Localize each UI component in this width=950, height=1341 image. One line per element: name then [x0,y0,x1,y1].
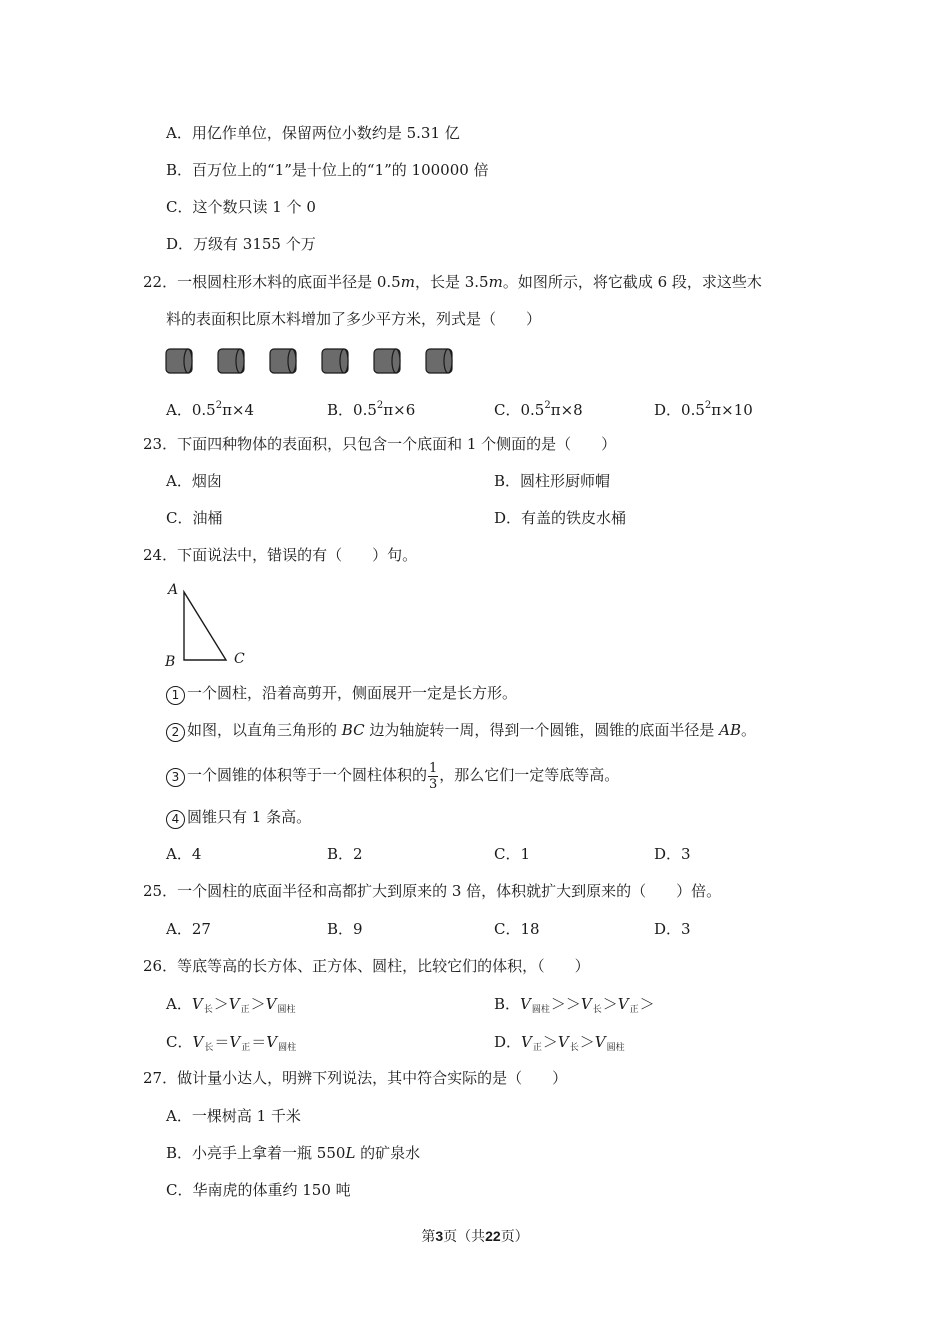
q23-stem: 23．下面四种物体的表面积，只包含一个底面和 1 个侧面的是（ ） [143,435,617,453]
q21-option-c: C．这个数只读 1 个 0 [166,198,316,216]
q25-option-d: D．3 [654,920,691,938]
vertex-label-a: A [168,582,179,598]
vertex-label-c: C [234,651,245,667]
wood-piece [166,349,192,373]
page-footer: 第3页（共22页） [421,1228,529,1245]
circled-number-3: 3 [166,768,185,787]
wood-piece [374,349,400,373]
q27-option-a: A．一棵树高 1 千米 [166,1107,301,1125]
q26-option-d: D．$V_正>V_长>V_{圆柱}$ [494,1033,625,1053]
q23-option-b: B．圆柱形厨师帽 [494,472,611,490]
q25-option-b: B．9 [327,920,363,938]
q24-statement-4: 4 圆锥只有 1 条高。 [166,807,311,829]
q22-option-d: D．$0.5^2\pi\times 10$ [654,400,753,419]
circled-number-1: 1 [166,686,185,705]
q27-option-c: C．华南虎的体重约 150 吨 [166,1181,351,1199]
q22-option-b: B．$0.5^2\pi\times 6$ [327,400,416,419]
q22-stem-line2: 料的表面积比原木料增加了多少平方米，列式是（ ） [166,310,542,328]
q21-option-d: D．万级有 3155 个万 [166,235,316,253]
circled-number-4: 4 [166,810,185,829]
q21-option-b: B．百万位上的“1”是十位上的“1”的 100000 倍 [166,161,489,179]
q24-statement-1: 1 一个圆柱，沿着高剪开，侧面展开一定是长方形。 [166,683,517,705]
page-number: 3 [435,1228,444,1244]
q23-option-d: D．有盖的铁皮水桶 [494,509,627,527]
cylinder-pieces-figure [160,345,460,377]
q22-option-c: C．$0.5^2\pi\times 8$ [494,400,583,419]
q22-option-a: A．$0.5^2\pi\times 4$ [166,400,255,419]
page-total: 22 [485,1228,501,1244]
q26-option-c: C．$V_长=V_正=V_{圆柱}$ [166,1033,297,1053]
q22-stem-line1: 22．一根圆柱形木料的底面半径是 0.5m，长是 3.5m。如图所示，将它截成 6 段，求这些木 [143,273,762,291]
wood-piece [426,349,452,373]
q24-option-c: C．1 [494,845,531,863]
circled-number-2: 2 [166,723,185,742]
triangle-shape [184,592,226,660]
q21-option-a: A．用亿作单位，保留两位小数约是 5.31 亿 [166,124,460,142]
q24-option-d: D．3 [654,845,691,863]
vertex-label-b: B [165,654,176,670]
wood-piece [270,349,296,373]
q26-stem: 26．等底等高的长方体、正方体、圆柱，比较它们的体积，（ ） [143,957,590,975]
q24-option-b: B．2 [327,845,363,863]
right-triangle-figure [160,578,260,670]
q25-option-c: C．18 [494,920,540,938]
q23-option-c: C．油桶 [166,509,223,527]
wood-piece [322,349,348,373]
fraction-one-third: $\frac{1}{3}$ [429,760,438,792]
q24-statement-2: 2 如图，以直角三角形的 BC 边为轴旋转一周，得到一个圆锥，圆锥的底面半径是 AB。 [166,720,756,742]
q26-option-a: A．$V_长>V_正>V_{圆柱}$ [166,995,296,1015]
q24-statement-3: 3 一个圆锥的体积等于一个圆柱体积的 $\frac{1}{3}$ ，那么它们一定等底等高。 [166,760,619,792]
q24-stem: 24．下面说法中，错误的有（ ）句。 [143,546,418,564]
q23-option-a: A．烟囱 [166,472,222,490]
wood-piece [218,349,244,373]
q27-stem: 27．做计量小达人，明辨下列说法，其中符合实际的是（ ） [143,1069,568,1087]
q26-option-b: B．$V_{圆柱}>>V_长>V_正>$ [494,995,655,1015]
q24-option-a: A．4 [166,845,202,863]
q25-stem: 25．一个圆柱的底面半径和高都扩大到原来的 3 倍，体积就扩大到原来的（ ）倍。 [143,882,722,900]
q25-option-a: A．27 [166,920,211,938]
q27-option-b: B．小亮手上拿着一瓶 550L 的矿泉水 [166,1144,421,1162]
